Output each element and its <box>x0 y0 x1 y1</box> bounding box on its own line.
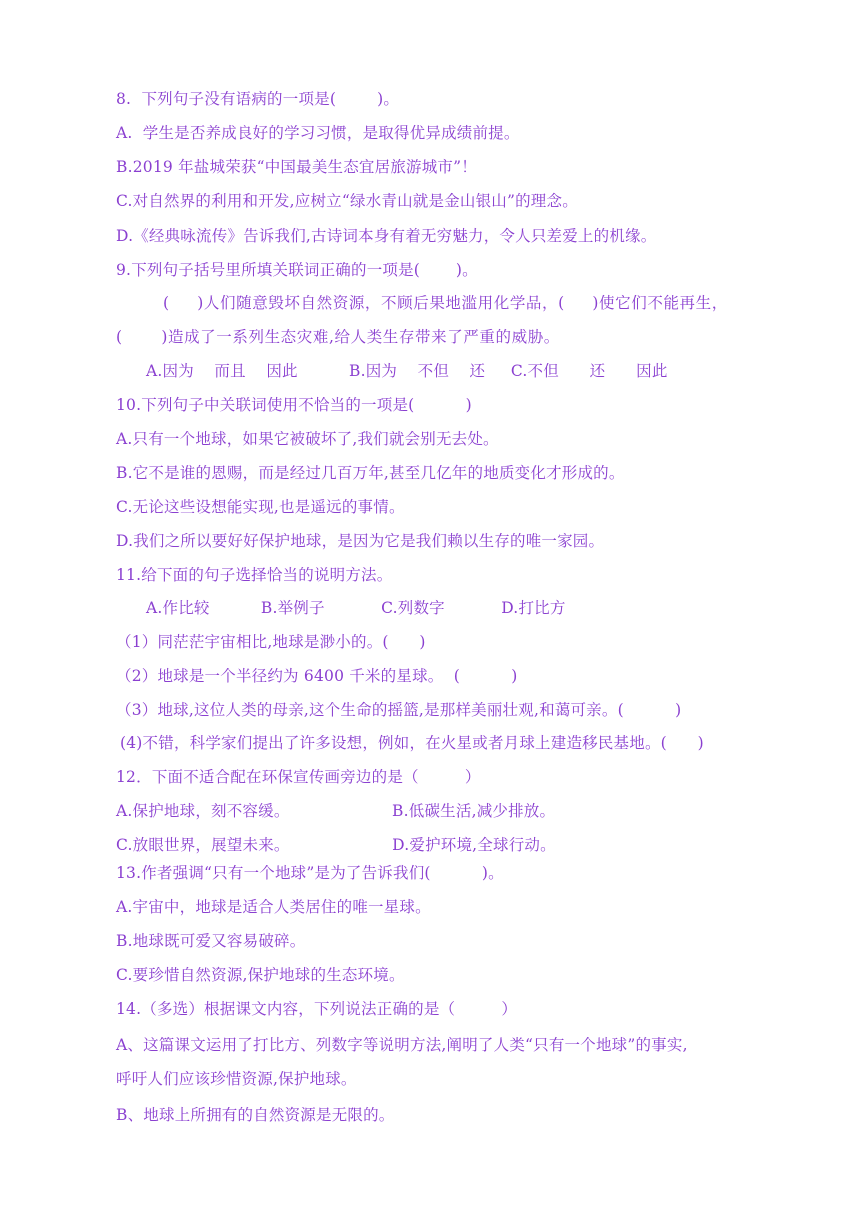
question-9-options: A.因为 而且 因此 B.因为 不但 还 C.不但 还 因此 <box>146 362 668 380</box>
question-12-options-cd: C.放眼世界，展望未来。 D.爱护环境,全球行动。 <box>116 836 556 854</box>
question-8-stem: 8. 下列句子没有语病的一项是( )。 <box>116 90 400 108</box>
question-13-option-b: B.地球既可爱又容易破碎。 <box>116 932 306 950</box>
question-10-stem: 10.下列句子中关联词使用不恰当的一项是( ) <box>116 396 472 414</box>
question-14-stem: 14.（多选）根据课文内容，下列说法正确的是（ ） <box>116 1000 518 1018</box>
question-9-stem: 9.下列句子括号里所填关联词正确的一项是( )。 <box>116 261 478 279</box>
question-11-item-1: （1）同茫茫宇宙相比,地球是渺小的。( ) <box>116 633 426 651</box>
question-12-options-ab: A.保护地球，刻不容缓。 B.低碳生活,减少排放。 <box>116 802 556 820</box>
question-8-option-b: B.2019 年盐城荣获“中国最美生态宜居旅游城市”！ <box>116 158 477 176</box>
question-8-option-a: A. 学生是否养成良好的学习习惯，是取得优异成绩前提。 <box>116 124 520 142</box>
question-10-option-d: D.我们之所以要好好保护地球，是因为它是我们赖以生存的唯一家园。 <box>116 532 605 550</box>
question-11-item-2: （2）地球是一个半径约为 6400 千米的星球。 ( ) <box>116 667 518 685</box>
question-9-sentence-line-2: ( )造成了一系列生态灾难,给人类生存带来了严重的威胁。 <box>116 328 560 346</box>
question-11-choices: A.作比较 B.举例子 C.列数字 D.打比方 <box>146 599 566 617</box>
question-13-option-a: A.宇宙中，地球是适合人类居住的唯一星球。 <box>116 898 431 916</box>
question-8-option-d: D.《经典咏流传》告诉我们,古诗词本身有着无穷魅力，令人只差爱上的机缘。 <box>116 227 657 245</box>
question-14-option-a-line-2: 呼吁人们应该珍惜资源,保护地球。 <box>116 1070 357 1088</box>
question-13-option-c: C.要珍惜自然资源,保护地球的生态环境。 <box>116 966 405 984</box>
question-14-option-a-line-1: A、这篇课文运用了打比方、列数字等说明方法,阐明了人类“只有一个地球”的事实, <box>116 1036 688 1054</box>
question-14-option-b: B、地球上所拥有的自然资源是无限的。 <box>116 1106 395 1124</box>
question-12-stem: 12．下面不适合配在环保宣传画旁边的是（ ） <box>116 768 481 786</box>
question-11-stem: 11.给下面的句子选择恰当的说明方法。 <box>116 566 393 584</box>
question-10-option-a: A.只有一个地球，如果它被破坏了,我们就会别无去处。 <box>116 430 499 448</box>
question-10-option-b: B.它不是谁的恩赐，而是经过几百万年,甚至几亿年的地质变化才形成的。 <box>116 464 625 482</box>
question-8-option-c: C.对自然界的利用和开发,应树立“绿水青山就是金山银山”的理念。 <box>116 192 578 210</box>
question-9-sentence-line-1: ( )人们随意毁坏自然资源，不顾后果地滥用化学品，( )使它们不能再生， <box>163 294 728 312</box>
question-13-stem: 13.作者强调“只有一个地球”是为了告诉我们( )。 <box>116 864 504 882</box>
question-10-option-c: C.无论这些设想能实现,也是遥远的事情。 <box>116 498 405 516</box>
question-11-item-3: （3）地球,这位人类的母亲,这个生命的摇篮,是那样美丽壮观,和蔼可亲。( ) <box>116 701 682 719</box>
question-11-item-4: (4)不错，科学家们提出了许多设想，例如，在火星或者月球上建造移民基地。( ) <box>120 734 704 752</box>
